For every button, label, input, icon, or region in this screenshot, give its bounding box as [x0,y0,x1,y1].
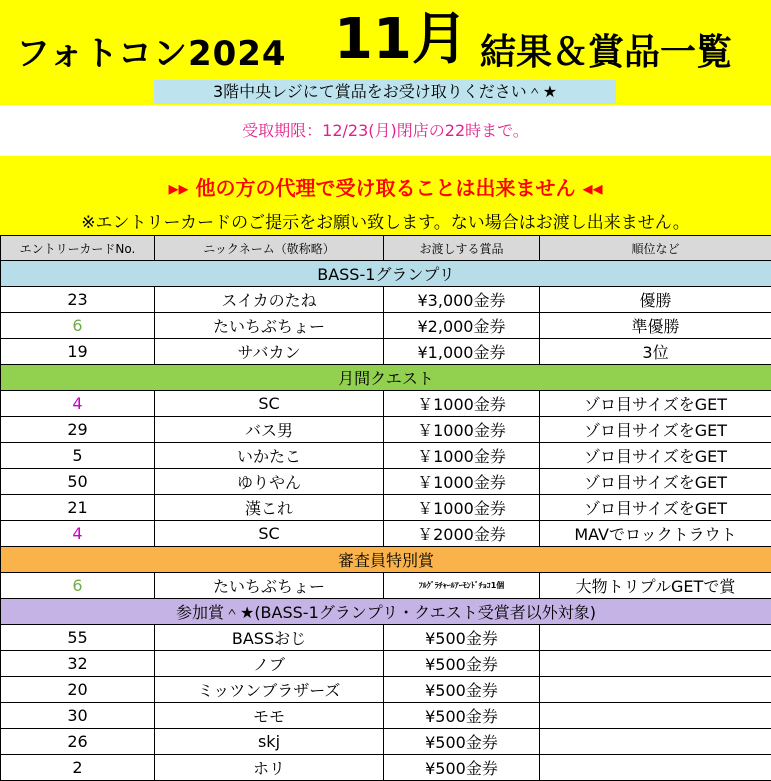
rank: 優勝 [540,287,771,313]
nickname: モモ [155,703,384,729]
entry-no: 2 [1,755,155,781]
prize: ¥3,000金券 [384,287,540,313]
prize: ¥2,000金券 [384,313,540,339]
nickname: ホリ [155,755,384,781]
category-quest: 月間クエスト [1,365,771,391]
table-row [1,573,771,599]
entry-no: 50 [1,469,155,495]
nickname: ノブ [155,651,384,677]
category-participation: 参加賞＾★(BASS-1グランプリ・クエスト受賞者以外対象) [1,599,771,625]
prize: ¥1,000金券 [384,339,540,365]
table-header-row [1,236,771,261]
table-row [1,521,771,547]
table-row [1,703,771,729]
prize: ¥500金券 [384,755,540,781]
rank: ゾロ目サイズをGET [540,495,771,521]
prize: ￥1000金券 [384,417,540,443]
entry-no: 5 [1,443,155,469]
entry-no: 20 [1,677,155,703]
rank: ゾロ目サイズをGET [540,417,771,443]
rank: ゾロ目サイズをGET [540,469,771,495]
results-table [0,235,771,781]
entry-card-note: ※エントリーカードのご提示をお願い致します。ない場合はお渡し出来ません。 [81,213,690,233]
subtitle-pickup: 3階中央レジにて賞品をお受け取りください＾★ [154,80,616,104]
table-row [1,755,771,781]
deadline-text: 受取期限：12/23(月)閉店の22時まで。 [242,121,529,140]
title-photocon: フォトコン2024 [16,34,287,74]
nickname: skj [155,729,384,755]
header-entry-no: エントリーカードNo. [1,236,155,261]
category-judge: 審査員特別賞 [1,547,771,573]
category-row-bass [1,261,771,287]
nickname: たいちぶちょー [155,573,384,599]
title-results: 結果＆賞品一覧 [480,32,733,73]
rank: 3位 [540,339,771,365]
nickname: ゆりやん [155,469,384,495]
entry-no: 21 [1,495,155,521]
entry-no: 19 [1,339,155,365]
entry-no: 6 [1,573,155,599]
prize: ￥1000金券 [384,443,540,469]
title-month: 11月 [334,7,468,72]
table-row [1,417,771,443]
rank [540,703,771,729]
table-row [1,729,771,755]
entry-no: 4 [1,391,155,417]
nickname: BASSおじ [155,625,384,651]
rank [540,729,771,755]
warning-text: ▸▸ 他の方の代理で受け取ることは出来ません ◂◂ [168,176,603,200]
rank: 大物トリプルGETで賞 [540,573,771,599]
table-row [1,651,771,677]
category-row-participation [1,599,771,625]
prize: ￥1000金券 [384,469,540,495]
table-row [1,287,771,313]
entry-no: 32 [1,651,155,677]
rank [540,625,771,651]
header-nickname: ニックネーム（敬称略） [155,236,384,261]
prize: ¥500金券 [384,729,540,755]
table-row [1,391,771,417]
prize: ¥500金券 [384,703,540,729]
prize: ﾌﾙｸﾞﾗﾁｬｰﾙｱｰﾓﾝﾄﾞﾁｮｺ1個 [384,573,540,599]
nickname: バス男 [155,417,384,443]
entry-no: 30 [1,703,155,729]
entry-no: 4 [1,521,155,547]
table-row [1,625,771,651]
prize: ￥1000金券 [384,391,540,417]
nickname: いかたこ [155,443,384,469]
prize: ¥500金券 [384,651,540,677]
rank: ゾロ目サイズをGET [540,443,771,469]
table-row [1,339,771,365]
header-rank: 順位など [540,236,771,261]
table-row [1,495,771,521]
nickname: 漢これ [155,495,384,521]
category-bass: BASS-1グランプリ [1,261,771,287]
table-row [1,469,771,495]
nickname: SC [155,391,384,417]
category-row-judge [1,547,771,573]
nickname: スイカのたね [155,287,384,313]
rank: ゾロ目サイズをGET [540,391,771,417]
category-row-quest [1,365,771,391]
nickname: ミッツンブラザーズ [155,677,384,703]
table-row [1,677,771,703]
nickname: SC [155,521,384,547]
table-row [1,313,771,339]
prize: ¥500金券 [384,625,540,651]
entry-no: 55 [1,625,155,651]
rank [540,651,771,677]
nickname: サバカン [155,339,384,365]
rank [540,755,771,781]
rank [540,677,771,703]
entry-no: 29 [1,417,155,443]
nickname: たいちぶちょー [155,313,384,339]
prize: ¥500金券 [384,677,540,703]
rank: 準優勝 [540,313,771,339]
entry-no: 23 [1,287,155,313]
header-prize: お渡しする賞品 [384,236,540,261]
prize: ￥1000金券 [384,495,540,521]
title-row [0,4,771,80]
prize: ￥2000金券 [384,521,540,547]
rank: MAVでロックトラウト [540,521,771,547]
table-row [1,443,771,469]
entry-no: 26 [1,729,155,755]
entry-no: 6 [1,313,155,339]
